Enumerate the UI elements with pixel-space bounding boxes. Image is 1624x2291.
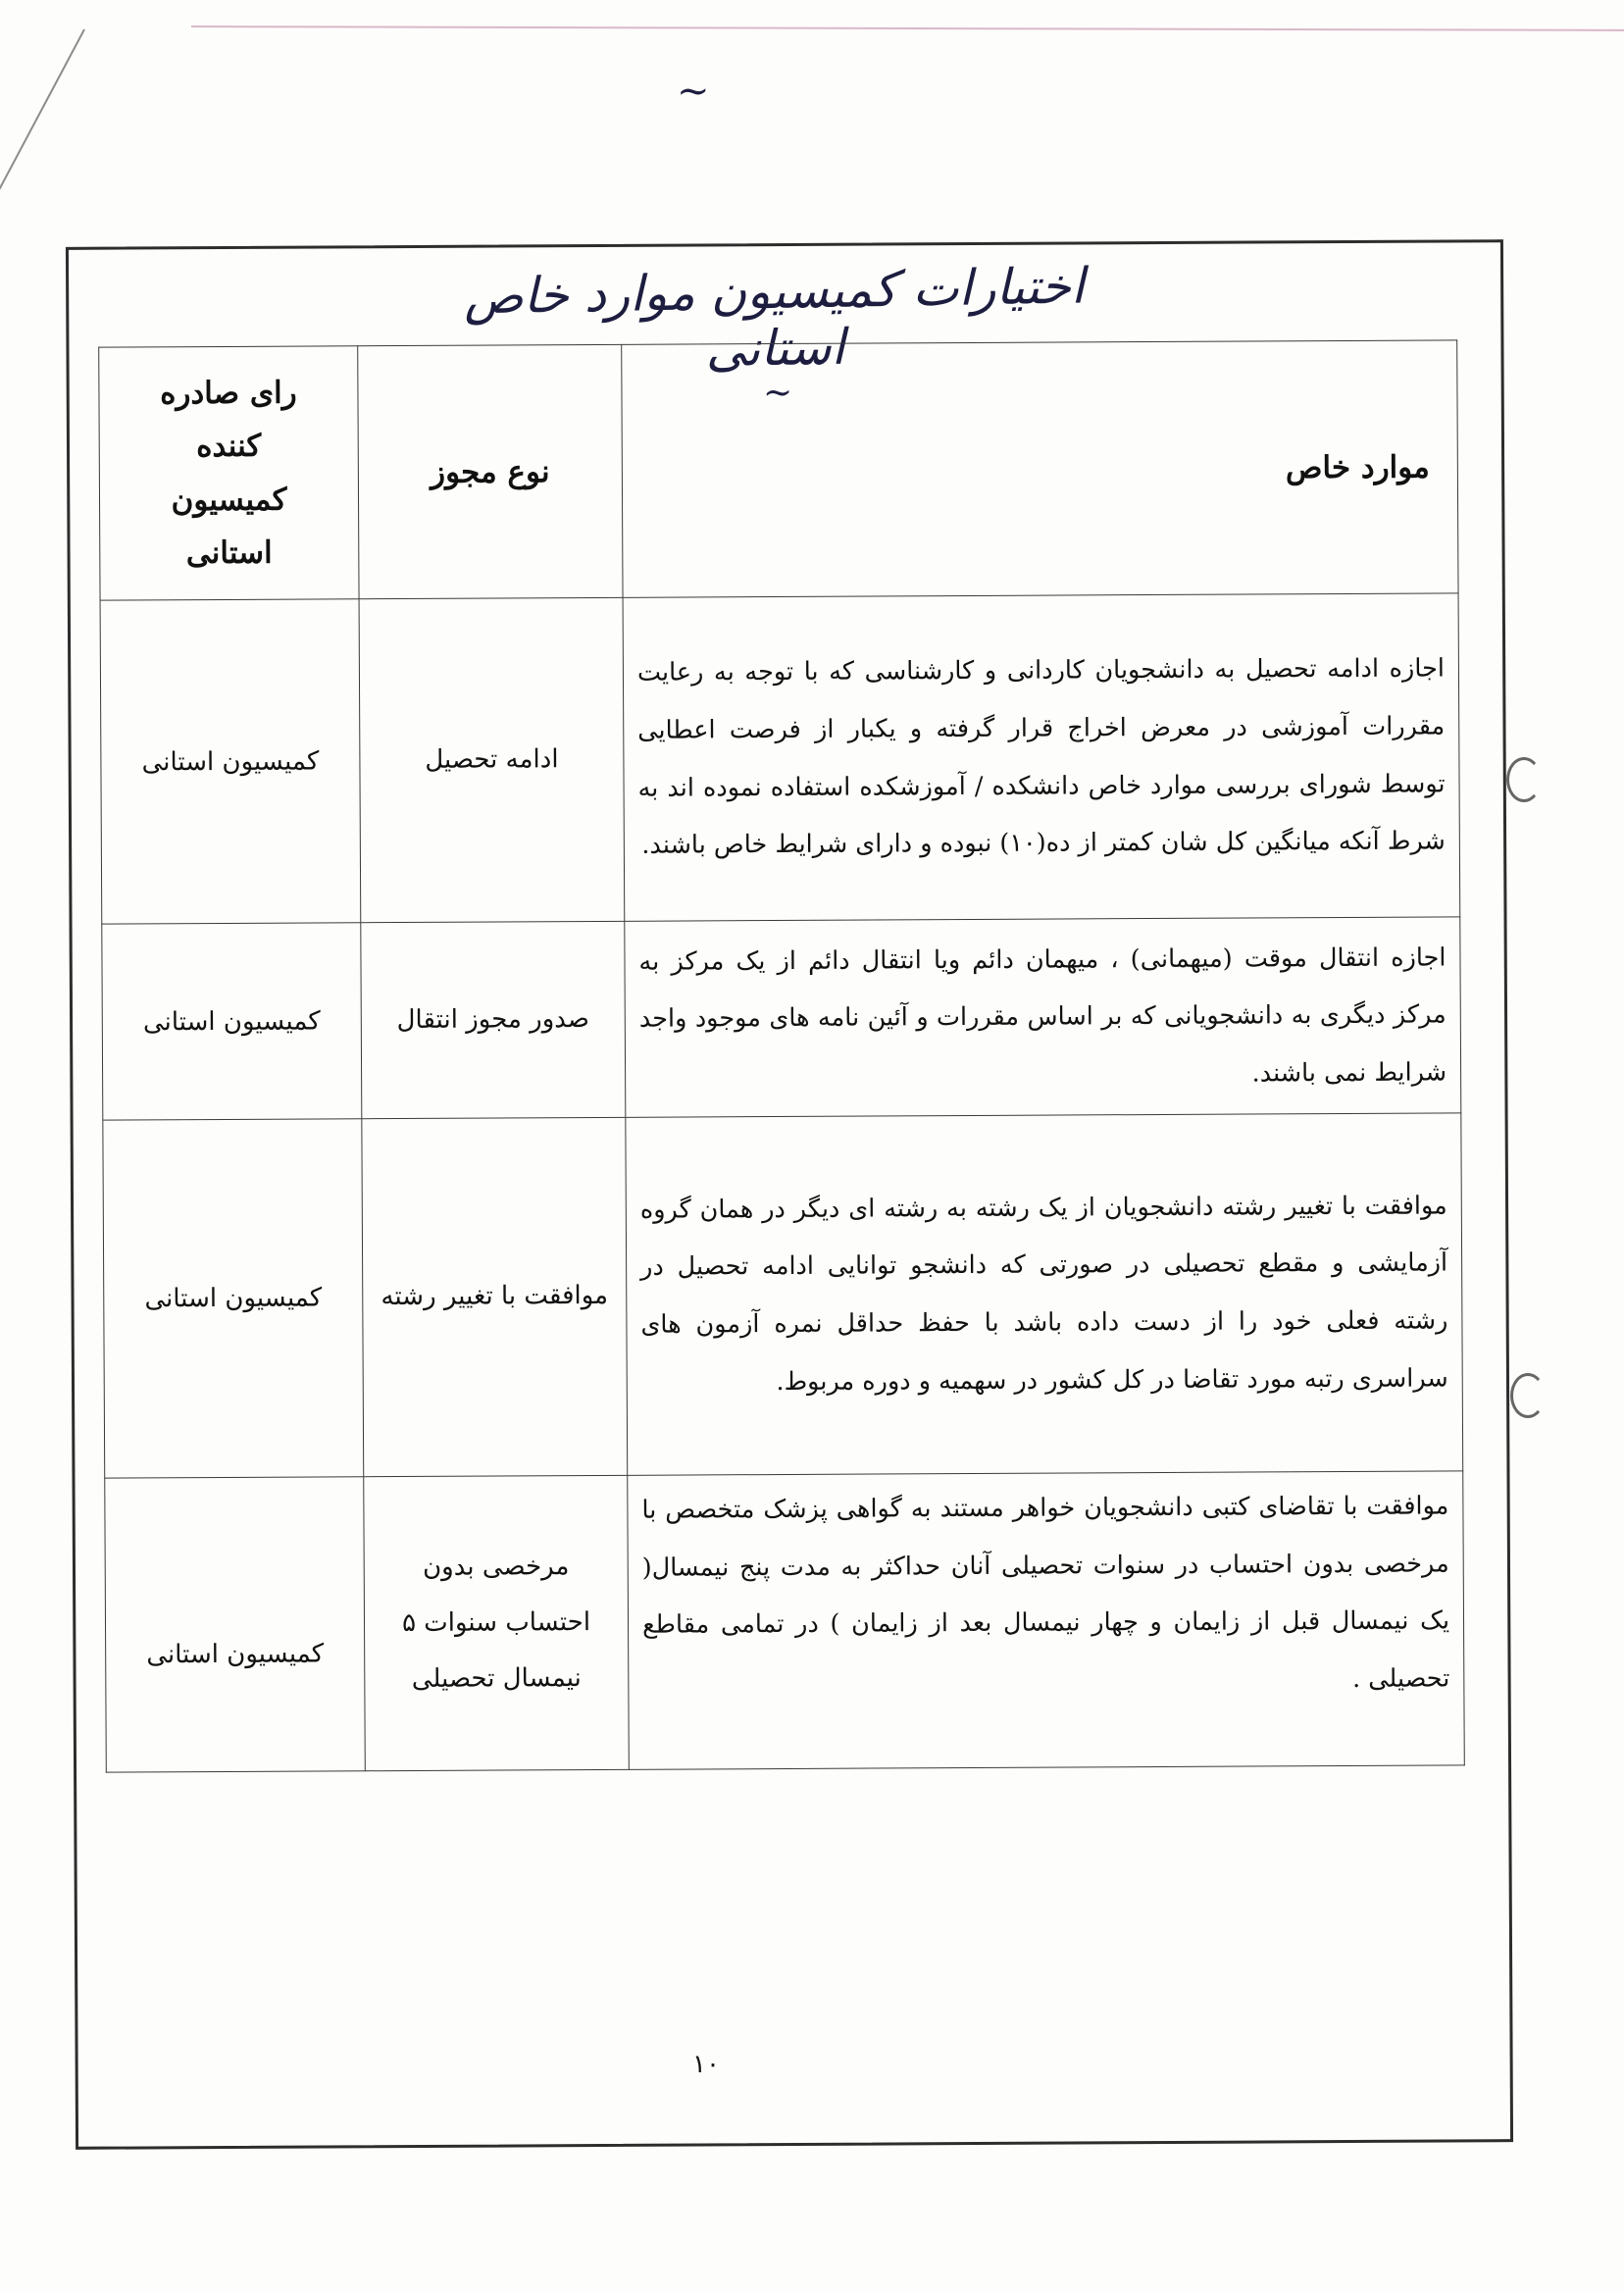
row-vote: کمیسیون استانی [102, 923, 362, 1120]
header-vote [99, 346, 359, 600]
header-permit-type: نوع مجوز [358, 344, 623, 598]
row-permit-type: ادامه تحصیل [359, 597, 625, 922]
table-row [103, 1113, 1463, 1478]
table-row [105, 1471, 1465, 1772]
scan-edge-diagonal [0, 29, 85, 226]
handwritten-scribble: ~ [763, 373, 793, 413]
row-vote: کمیسیون استانی [103, 1119, 364, 1478]
row-permit-type: موافقت با تغییر رشته [362, 1117, 628, 1476]
row-case: اجازه انتقال موقت (میهمانی) ، میهمان دائم ویا انتقال دائم از یک مرکز به مرکز دیگری به دانشجویانی که بر اساس مقررات و آئین نامه های موجود واجد شرایط نمی باشند. [625, 917, 1461, 1117]
header-vote-line1: رای صادره کننده [160, 375, 297, 465]
row-case: موافقت با تقاضای کتبی دانشجویان خواهر مستند به گواهی پزشک متخصص با مرخصی بدون احتساب در سنوات تحصیلی آنان حداکثر به مدت پنج نیمسال( یک نیمسال قبل از زایمان و چهار نیمسال بعد از زایمان ) در تمامی مقاطع تحصیلی . [628, 1471, 1465, 1769]
row-permit-type: صدور مجوز انتقال [361, 921, 626, 1118]
table-header-row [99, 340, 1458, 600]
row-case: موافقت با تغییر رشته دانشجویان از یک رشته به رشته ای دیگر در همان گروه آزمایشی و مقطع تحصیلی در صورتی که دانشجو توانایی ادامه تحصیل در رشته فعلی خود را از دست داده باشد با حفظ حداقل نمره آزمون های سراسری رتبه مورد تقاضا در کل کشور در سهمیه و دوره مربوط. [626, 1113, 1463, 1475]
row-case: اجازه ادامه تحصیل به دانشجویان کاردانی و کارشناسی که با توجه به رعایت مقررات آموزشی در معرض اخراج قرار گرفته و یکبار از فرصت اعطایی توسط شورای بررسی موارد خاص دانشکده / آموزشکده استفاده نموده اند به شرط آنکه میانگین کل شان کمتر از ده(۱۰) نبوده و دارای شرایط خاص باشند. [623, 593, 1460, 921]
binder-hole [1506, 757, 1542, 802]
row-permit-type: مرخصی بدون احتساب سنوات ۵ نیمسال تحصیلی [364, 1475, 630, 1770]
table-row [102, 917, 1461, 1120]
page-title: اختیارات کمیسیون موارد خاص استانی [463, 257, 1086, 379]
handwritten-scribble: ~ [677, 69, 710, 114]
page-number: ۱۰ [692, 2050, 720, 2079]
header-case: موارد خاص [622, 340, 1458, 597]
row-vote: کمیسیون استانی [105, 1477, 366, 1772]
header-vote-line2: کمیسیون استانی [171, 482, 287, 571]
table-row [100, 593, 1460, 924]
scan-edge-top [191, 25, 1624, 31]
special-cases-table [98, 339, 1465, 1772]
binder-hole [1510, 1373, 1546, 1418]
row-vote: کمیسیون استانی [100, 599, 361, 924]
